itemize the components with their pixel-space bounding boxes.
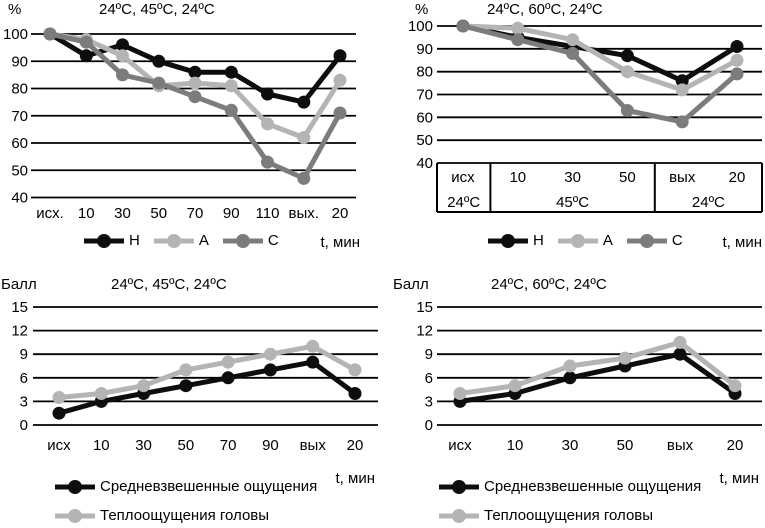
legend-marker-icon bbox=[439, 479, 479, 495]
data-point-marker bbox=[80, 49, 93, 62]
data-point-marker bbox=[116, 49, 129, 62]
y-tick-label: 40 bbox=[416, 155, 433, 172]
data-point-marker bbox=[566, 47, 579, 60]
data-point-marker bbox=[731, 54, 744, 67]
x-tick-label: 70 bbox=[186, 205, 204, 222]
x-tick-label: вых bbox=[669, 169, 696, 186]
data-point-marker bbox=[564, 360, 577, 373]
legend-marker-icon bbox=[488, 233, 528, 249]
y-tick-label: 100 bbox=[407, 18, 433, 35]
data-point-marker bbox=[189, 77, 202, 90]
y-tick-label: 15 bbox=[11, 299, 28, 316]
data-point-marker bbox=[511, 33, 524, 46]
y-tick-label: 9 bbox=[424, 346, 433, 364]
data-point-marker bbox=[674, 336, 687, 349]
data-point-marker bbox=[152, 55, 165, 68]
legend-label: Средневзвешенные ощущения bbox=[484, 478, 702, 495]
legend bbox=[488, 232, 683, 249]
y-axis-unit-label: Балл bbox=[393, 276, 429, 293]
data-point-marker bbox=[179, 363, 192, 376]
y-tick-label: 100 bbox=[2, 26, 28, 43]
x-tick-label: исх bbox=[448, 437, 472, 454]
legend-item bbox=[154, 232, 209, 249]
y-tick-label: 15 bbox=[416, 299, 433, 316]
x-tick-label: 30 bbox=[561, 437, 579, 454]
data-point-marker bbox=[349, 363, 362, 376]
data-point-marker bbox=[297, 172, 310, 185]
x-tick-label: 20 bbox=[726, 437, 744, 454]
data-point-marker bbox=[511, 22, 524, 35]
data-point-marker bbox=[116, 68, 129, 81]
x-axis-unit-label: t, мин bbox=[320, 234, 360, 251]
x-axis-unit-label: t, мин bbox=[722, 234, 762, 251]
legend-item bbox=[488, 232, 544, 249]
x-tick-label: 30 bbox=[135, 437, 152, 454]
y-tick-label: 80 bbox=[11, 80, 28, 98]
legend-marker-icon bbox=[627, 233, 667, 249]
chart-panel-top-left bbox=[0, 0, 382, 264]
data-point-marker bbox=[306, 340, 319, 353]
legend bbox=[84, 232, 279, 249]
data-point-marker bbox=[306, 356, 319, 369]
data-point-marker bbox=[222, 356, 235, 369]
y-tick-label: 50 bbox=[11, 162, 28, 180]
y-tick-label: 90 bbox=[416, 40, 433, 58]
y-tick-label: 3 bbox=[424, 393, 433, 411]
data-point-marker bbox=[676, 115, 689, 128]
chart-title: 24ºС, 45ºС, 24ºС bbox=[99, 1, 215, 18]
data-point-marker bbox=[261, 117, 274, 130]
data-point-marker bbox=[674, 348, 687, 361]
data-point-marker bbox=[261, 88, 274, 101]
x-tick-label: 30 bbox=[564, 169, 581, 186]
legend-marker-icon bbox=[84, 233, 124, 249]
data-point-marker bbox=[566, 33, 579, 46]
phase-temperature-label: 24ºС bbox=[691, 194, 725, 211]
legend-item bbox=[627, 232, 683, 249]
data-point-marker bbox=[179, 379, 192, 392]
phase-temperature-label: 24ºС bbox=[447, 194, 481, 211]
data-point-marker bbox=[53, 407, 66, 420]
data-point-marker bbox=[225, 79, 238, 92]
chart-title: 24ºС, 60ºС, 24ºС bbox=[491, 276, 607, 293]
data-point-marker bbox=[621, 49, 634, 62]
data-point-marker bbox=[621, 104, 634, 117]
y-axis-unit-label: % bbox=[415, 1, 429, 18]
legend-label: Н bbox=[533, 232, 544, 249]
y-tick-label: 40 bbox=[11, 189, 28, 207]
x-tick-label: 30 bbox=[114, 205, 131, 222]
data-point-marker bbox=[137, 379, 150, 392]
phase-temperature-label: 45ºС bbox=[556, 194, 590, 211]
legend-label: Теплоощущения головы bbox=[100, 507, 270, 524]
x-tick-label: 50 bbox=[616, 437, 634, 454]
data-point-marker bbox=[509, 379, 522, 392]
y-tick-label: 9 bbox=[19, 346, 28, 364]
legend-marker-icon bbox=[55, 508, 95, 524]
data-point-marker bbox=[454, 387, 467, 400]
legend-marker-icon bbox=[439, 508, 479, 524]
data-point-marker bbox=[457, 20, 470, 33]
legend-label: А bbox=[198, 232, 209, 249]
x-tick-label: вых. bbox=[288, 205, 319, 222]
chart-title: 24ºС, 60ºС, 24ºС bbox=[487, 1, 603, 18]
y-tick-label: 80 bbox=[416, 63, 433, 81]
data-point-marker bbox=[564, 371, 577, 384]
x-tick-label: 20 bbox=[346, 437, 364, 454]
data-point-marker bbox=[152, 77, 165, 90]
legend-item bbox=[55, 478, 317, 495]
data-point-marker bbox=[334, 74, 347, 87]
x-axis-unit-label: t, мин bbox=[335, 470, 375, 487]
legend-label: А bbox=[602, 232, 613, 249]
x-tick-label: 70 bbox=[219, 437, 237, 454]
y-tick-label: 70 bbox=[11, 107, 28, 125]
x-tick-label: 50 bbox=[619, 169, 636, 186]
series-line bbox=[460, 342, 735, 393]
x-axis-unit-label: t, мин bbox=[719, 470, 759, 487]
x-tick-label: 10 bbox=[509, 169, 527, 186]
chart-panel-bottom-left bbox=[0, 264, 382, 528]
y-tick-label: 60 bbox=[416, 109, 433, 127]
data-point-marker bbox=[95, 387, 108, 400]
data-point-marker bbox=[676, 83, 689, 96]
y-tick-label: 6 bbox=[19, 369, 28, 387]
x-tick-label: исх bbox=[451, 169, 475, 186]
data-point-marker bbox=[619, 352, 632, 365]
legend-label: Теплоощущения головы bbox=[484, 507, 654, 524]
data-point-marker bbox=[334, 107, 347, 120]
x-tick-label: 50 bbox=[150, 205, 168, 222]
data-point-marker bbox=[264, 363, 277, 376]
chart-title: 24ºС, 45ºС, 24ºС bbox=[111, 276, 227, 293]
y-tick-label: 12 bbox=[11, 322, 28, 340]
legend-label: С bbox=[267, 232, 279, 249]
legend-item bbox=[439, 507, 701, 524]
y-axis-unit-label: Балл bbox=[1, 276, 37, 293]
legend-item bbox=[558, 232, 613, 249]
legend-item bbox=[223, 232, 279, 249]
y-tick-label: 12 bbox=[416, 322, 433, 340]
chart-panel-top-right bbox=[382, 0, 765, 264]
x-tick-label: 50 bbox=[177, 437, 195, 454]
x-tick-label: 10 bbox=[77, 205, 95, 222]
data-point-marker bbox=[225, 104, 238, 117]
legend-label: С bbox=[671, 232, 683, 249]
data-point-marker bbox=[349, 387, 362, 400]
y-tick-label: 90 bbox=[11, 53, 28, 71]
data-point-marker bbox=[297, 131, 310, 144]
data-point-marker bbox=[80, 36, 93, 49]
x-tick-label: исх bbox=[47, 437, 71, 454]
x-tick-label: вых bbox=[666, 437, 694, 454]
data-point-marker bbox=[44, 28, 57, 41]
legend bbox=[439, 478, 701, 524]
legend-marker-icon bbox=[558, 233, 598, 249]
x-tick-label: вых bbox=[299, 437, 326, 454]
data-point-marker bbox=[621, 65, 634, 78]
x-tick-label: 110 bbox=[255, 205, 280, 222]
line-chart-humidity-45 bbox=[0, 0, 382, 264]
x-tick-label: 20 bbox=[728, 169, 746, 186]
y-axis-unit-label: % bbox=[8, 1, 22, 18]
x-tick-label: 10 bbox=[92, 437, 110, 454]
data-point-marker bbox=[334, 49, 347, 62]
data-point-marker bbox=[53, 391, 66, 404]
data-point-marker bbox=[222, 371, 235, 384]
legend-marker-icon bbox=[55, 479, 95, 495]
chart-panel-bottom-right bbox=[382, 264, 765, 528]
data-point-marker bbox=[731, 40, 744, 53]
x-tick-label: 90 bbox=[222, 205, 240, 222]
legend-item bbox=[55, 507, 317, 524]
y-tick-label: 3 bbox=[19, 393, 28, 411]
x-tick-label: 20 bbox=[331, 205, 349, 222]
data-point-marker bbox=[297, 96, 310, 109]
line-chart-humidity-60 bbox=[382, 0, 765, 264]
y-tick-label: 70 bbox=[416, 86, 433, 104]
legend bbox=[55, 478, 317, 524]
y-tick-label: 0 bbox=[19, 417, 28, 434]
legend-marker-icon bbox=[154, 233, 194, 249]
data-point-marker bbox=[261, 156, 274, 169]
y-tick-label: 6 bbox=[424, 369, 433, 387]
legend-item bbox=[84, 232, 140, 249]
x-tick-label: 90 bbox=[262, 437, 279, 454]
legend-label: Средневзвешенные ощущения bbox=[100, 478, 318, 495]
y-tick-label: 50 bbox=[416, 132, 433, 150]
x-tick-label: 10 bbox=[506, 437, 524, 454]
data-point-marker bbox=[264, 348, 277, 361]
data-point-marker bbox=[189, 90, 202, 103]
legend-marker-icon bbox=[223, 233, 263, 249]
y-tick-label: 0 bbox=[424, 417, 433, 434]
data-point-marker bbox=[225, 66, 238, 79]
data-point-marker bbox=[731, 67, 744, 80]
legend-label: Н bbox=[129, 232, 140, 249]
data-point-marker bbox=[729, 379, 742, 392]
legend-item bbox=[439, 478, 701, 495]
x-tick-label: исх. bbox=[36, 205, 64, 222]
y-tick-label: 60 bbox=[11, 135, 28, 152]
